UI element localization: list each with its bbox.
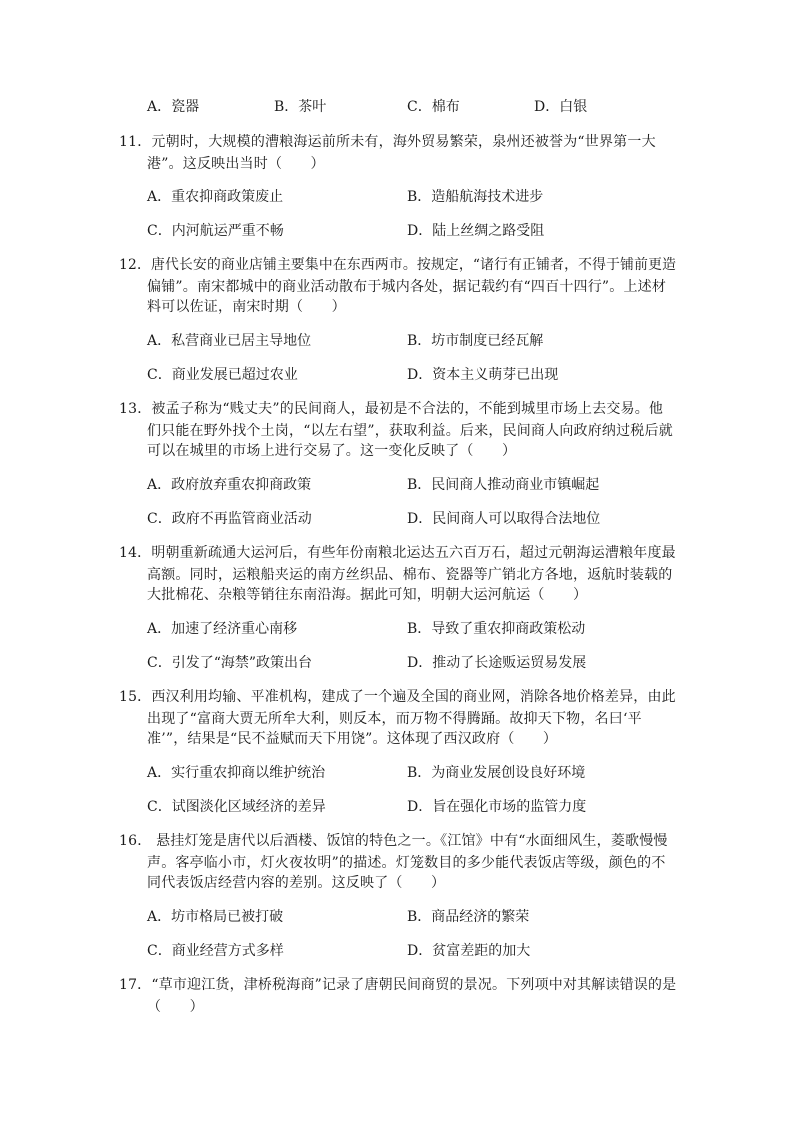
q15-stem-line-1: 15．西汉利用均输、平准机构，建成了一个遍及全国的商业网，消除各地价格差异，由此 — [119, 689, 676, 705]
q15-stem-line-2: 出现了“富商大贾无所牟大利，则反本，而万物不得腾踊。故抑天下物，名曰‘平 — [147, 711, 642, 727]
q11-stem-line-2: 港”。这反映出当时（ ） — [147, 156, 325, 172]
q13-stem-line-1: 13．被孟子称为“贱丈夫”的民间商人，最初是不合法的，不能到城里市场上去交易。他 — [119, 401, 664, 417]
q14-stem-line-3: 大批棉花、杂粮等销往东南沿海。据此可知，明朝大运河航运（ ） — [147, 587, 588, 603]
q12-option-a: A．私营商业已居主导地位 — [147, 333, 312, 349]
q16-stem-line-1: 16． 悬挂灯笼是唐代以后酒楼、饭馆的特色之一。《江馆》中有“水面细风生，菱歌慢慢 — [119, 833, 668, 849]
q14-option-c: C．引发了“海禁”政策出台 — [147, 655, 313, 671]
q13-option-d: D．民间商人可以取得合法地位 — [407, 511, 601, 527]
q13-stem-line-2: 们只能在野外找个土岗，“以左右望”，获取利益。后来，民间商人向政府纳过税后就 — [147, 423, 673, 439]
q16-stem-line-2: 声。客亭临小市，灯火夜妆明”的描述。灯笼数目的多少能代表饭店等级，颜色的不 — [147, 855, 666, 871]
q10-option-a: A．瓷器 — [147, 99, 200, 115]
q12-stem-line-3: 料可以佐证，南宋时期（ ） — [147, 299, 346, 315]
q16-stem-line-3: 同代表饭店经营内容的差别。这反映了（ ） — [147, 875, 446, 891]
q16-option-b: B．商品经济的繁荣 — [407, 909, 530, 925]
q11-option-c: C．内河航运严重不畅 — [147, 223, 284, 239]
q15-option-d: D．旨在强化市场的监管力度 — [407, 799, 587, 815]
q12-option-c: C．商业发展已超过农业 — [147, 367, 298, 383]
q14-option-a: A．加速了经济重心南移 — [147, 621, 298, 637]
q13-option-b: B．民间商人推动商业市镇崛起 — [407, 477, 600, 493]
q12-option-d: D．资本主义萌芽已出现 — [407, 367, 559, 383]
q15-stem-line-3: 准’”，结果是“民不益赋而天下用饶”。这体现了西汉政府（ ） — [147, 731, 558, 747]
q11-stem-line-1: 11．元朝时，大规模的漕粮海运前所未有，海外贸易繁荣，泉州还被誉为“世界第一大 — [119, 134, 656, 150]
q16-option-c: C．商业经营方式多样 — [147, 943, 284, 959]
q10-option-b: B．茶叶 — [274, 99, 327, 115]
q13-option-a: A．政府放弃重农抑商政策 — [147, 477, 312, 493]
q12-option-b: B．坊市制度已经瓦解 — [407, 333, 544, 349]
q17-stem-line-2: （ ） — [147, 999, 204, 1015]
q13-stem-line-3: 可以在城里的市场上进行交易了。这一变化反映了（ ） — [147, 443, 517, 459]
q11-option-a: A．重农抑商政策废止 — [147, 189, 284, 205]
q12-stem-line-2: 偏铺”。南宋都城中的商业活动散布于城内各处，据记载约有“四百十四行”。上述材 — [147, 279, 667, 295]
q14-option-b: B．导致了重农抑商政策松动 — [407, 621, 586, 637]
q16-option-d: D．贫富差距的加大 — [407, 943, 531, 959]
q14-option-d: D．推动了长途贩运贸易发展 — [407, 655, 587, 671]
q14-stem-line-2: 高额。同时，运粮船夹运的南方丝织品、棉布、瓷器等广销北方各地，返航时装载的 — [147, 567, 673, 583]
q10-option-c: C．棉布 — [407, 99, 460, 115]
q15-option-a: A．实行重农抑商以维护统治 — [147, 765, 326, 781]
q14-stem-line-1: 14．明朝重新疏通大运河后，有些年份南粮北运达五六百万石，超过元朝海运漕粮年度最 — [119, 545, 676, 561]
q10-option-d: D．白银 — [534, 99, 588, 115]
q15-option-b: B．为商业发展创设良好环境 — [407, 765, 586, 781]
q11-option-b: B．造船航海技术进步 — [407, 189, 544, 205]
q15-option-c: C．试图淡化区域经济的差异 — [147, 799, 326, 815]
q17-stem-line-1: 17．“草市迎江货，津桥税海商”记录了唐朝民间商贸的景况。下列项中对其解读错误的是 — [119, 977, 677, 993]
q11-option-d: D．陆上丝绸之路受阻 — [407, 223, 545, 239]
q12-stem-line-1: 12．唐代长安的商业店铺主要集中在东西两市。按规定，“诸行有正铺者，不得于铺前更造 — [119, 257, 677, 273]
q16-option-a: A．坊市格局已被打破 — [147, 909, 284, 925]
q13-option-c: C．政府不再监管商业活动 — [147, 511, 312, 527]
